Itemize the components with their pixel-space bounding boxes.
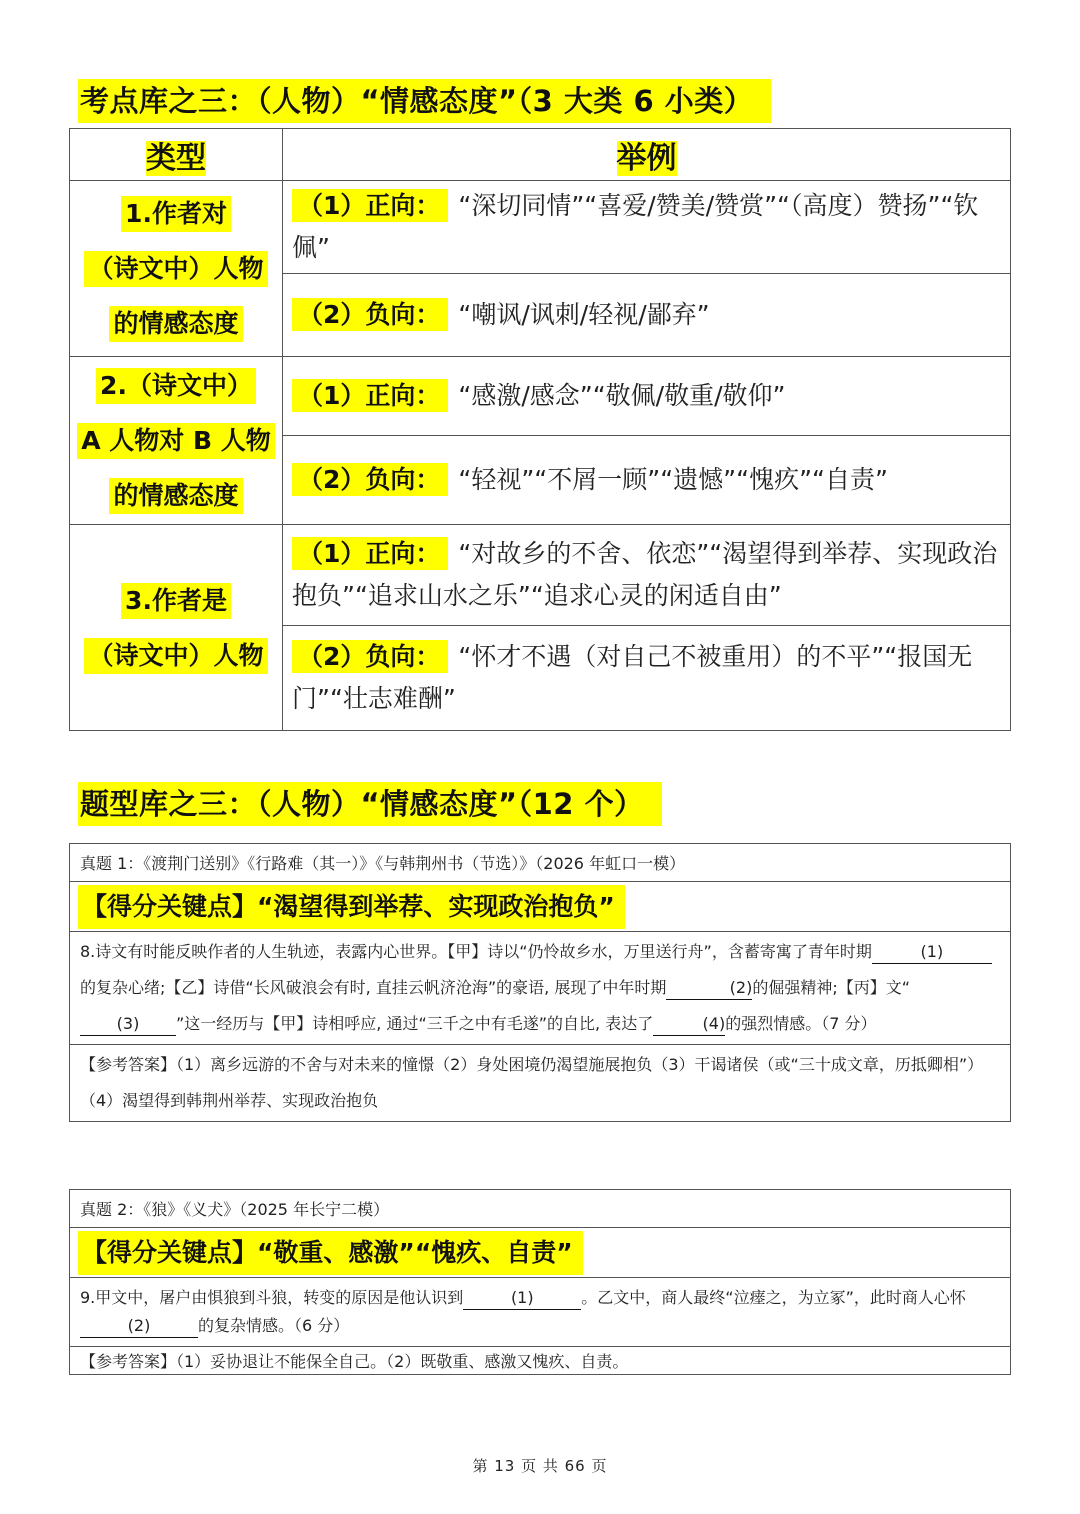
header-example bbox=[283, 129, 1011, 181]
negative-label: （2）负向： bbox=[292, 298, 448, 331]
positive-text: “感激/感念”“敬佩/敬重/敬仰” bbox=[458, 381, 786, 410]
key-point-cell bbox=[70, 882, 1011, 932]
answer-blank-1: (1) bbox=[872, 941, 992, 964]
category-line: 3.作者是 bbox=[121, 583, 231, 619]
category-line: 的情感态度 bbox=[109, 478, 242, 514]
category-cell-2 bbox=[70, 357, 283, 525]
table-header-row bbox=[70, 129, 1011, 181]
positive-text: “对故乡的不舍、依恋”“渴望得到举荐、实现政治抱负”“追求山水之乐”“追求心灵的闲适自由” bbox=[292, 539, 998, 610]
negative-label: （2）负向： bbox=[292, 463, 448, 496]
category-line: A 人物对 B 人物 bbox=[77, 423, 275, 459]
header-type bbox=[70, 129, 283, 181]
answer-blank-1: (1) bbox=[463, 1287, 581, 1310]
header-type-label: 类型 bbox=[146, 140, 206, 176]
answer-blank-2: (2) bbox=[80, 1315, 198, 1338]
key-point-cell bbox=[70, 1228, 1011, 1278]
category-cell-1 bbox=[70, 181, 283, 357]
table-row bbox=[70, 181, 1011, 274]
table-row bbox=[70, 357, 1011, 436]
negative-text: “怀才不遇（对自己不被重用）的不平”“报国无门”“壮志难酬” bbox=[292, 642, 973, 713]
question-text: 8.诗文有时能反映作者的人生轨迹，表露内心世界。【甲】诗以“仍怜故乡水，万里送行舟”，含蓄寄寓了青年时期 bbox=[80, 942, 872, 961]
positive-label: （1）正向： bbox=[292, 189, 448, 222]
reference-answer: 【参考答案】（1）妥协退让不能保全自己。（2）既敬重、感激又愧疚、自责。 bbox=[70, 1347, 1011, 1375]
table-row bbox=[70, 525, 1011, 626]
positive-text: “深切同情”“喜爱/赞美/赞赏”“（高度）赞扬”“钦佩” bbox=[292, 191, 979, 262]
key-point: 【得分关键点】“敬重、感激”“愧疚、自责” bbox=[78, 1231, 583, 1275]
question-text: 的倔强精神;【丙】文“ bbox=[752, 978, 911, 997]
question-text: 。乙文中，商人最终“泣瘗之，为立冢”，此时商人心怀 bbox=[581, 1288, 966, 1307]
example-negative bbox=[283, 436, 1011, 525]
header-example-label: 举例 bbox=[616, 140, 677, 176]
example-negative bbox=[283, 626, 1011, 731]
question-block-1 bbox=[69, 843, 1011, 1122]
category-line: 的情感态度 bbox=[109, 306, 242, 342]
category-line: 2.（诗文中） bbox=[96, 368, 256, 404]
question-text: 的复杂心绪;【乙】诗借“长风破浪会有时, 直挂云帆济沧海”的豪语, 展现了中年时期 bbox=[80, 978, 667, 997]
question-header: 真题 2：《狼》《义犬》（2025 年长宁二模） bbox=[70, 1190, 1011, 1228]
reference-answer: 【参考答案】（1）离乡远游的不舍与对未来的憧憬（2）身处困境仍渴望施展抱负（3）干谒诸侯（或“三十成文章，历抵卿相”）（4）渴望得到韩荆州举荐、实现政治抱负 bbox=[70, 1045, 1011, 1122]
question-text: ”这一经历与【甲】诗相呼应, 通过“三千之中有毛遂”的自比, 表达了 bbox=[176, 1014, 654, 1033]
answer-blank-4: (4) bbox=[653, 1013, 725, 1036]
page-number: 第 13 页 共 66 页 bbox=[472, 1457, 608, 1475]
positive-label: （1）正向： bbox=[292, 379, 448, 412]
question-header: 真题 1：《渡荆门送别》《行路难（其一）》《与韩荆州书（节选）》（2026 年虹口一模） bbox=[70, 844, 1011, 882]
question-text: 的强烈情感。（7 分） bbox=[725, 1014, 877, 1033]
question-block-2 bbox=[69, 1189, 1011, 1375]
example-negative bbox=[283, 274, 1011, 357]
example-positive bbox=[283, 525, 1011, 626]
negative-label: （2）负向： bbox=[292, 640, 448, 673]
emotion-attitude-table bbox=[69, 128, 1011, 731]
answer-blank-3: (3) bbox=[80, 1013, 176, 1036]
negative-text: “轻视”“不屑一顾”“遗憾”“愧疚”“自责” bbox=[458, 465, 888, 494]
example-positive bbox=[283, 357, 1011, 436]
section-title-question-bank: 题型库之三：（人物）“情感态度”（12 个） bbox=[78, 782, 662, 826]
example-positive bbox=[283, 181, 1011, 274]
answer-blank-2: (2) bbox=[666, 977, 752, 1000]
category-line: 1.作者对 bbox=[121, 196, 231, 232]
category-cell-3 bbox=[70, 525, 283, 731]
category-line: （诗文中）人物 bbox=[84, 638, 267, 674]
question-text: 的复杂情感。（6 分） bbox=[198, 1316, 350, 1335]
category-line: （诗文中）人物 bbox=[84, 251, 267, 287]
key-point: 【得分关键点】“渴望得到举荐、实现政治抱负” bbox=[78, 885, 625, 929]
question-text: 9.甲文中，屠户由惧狼到斗狼，转变的原因是他认识到 bbox=[80, 1288, 464, 1307]
positive-label: （1）正向： bbox=[292, 537, 448, 570]
question-body bbox=[70, 932, 1011, 1045]
section-title-knowledge-base: 考点库之三：（人物）“情感态度”（3 大类 6 小类） bbox=[78, 79, 771, 123]
negative-text: “嘲讽/讽刺/轻视/鄙弃” bbox=[458, 300, 710, 329]
question-body bbox=[70, 1278, 1011, 1347]
